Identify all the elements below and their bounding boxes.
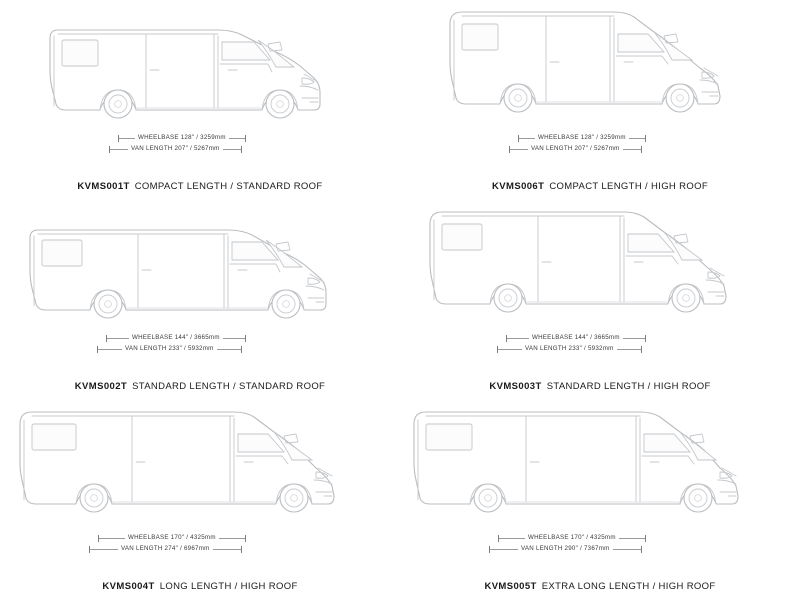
wheelbase-label: WHEELBASE 144" / 3665mm: [532, 334, 620, 342]
dimension-tick-right: [241, 346, 242, 353]
dimension-tick-right: [645, 535, 646, 542]
van-side-profile-high-roof-compact: [410, 6, 790, 134]
dimension-tick-right: [641, 346, 642, 353]
model-description: EXTRA LONG LENGTH / HIGH ROOF: [541, 581, 716, 592]
wheelbase-label: WHEELBASE 170" / 4325mm: [128, 534, 216, 542]
dimension-callouts-kvms003t: [410, 335, 790, 361]
dimension-callouts-kvms004t: [10, 535, 390, 561]
dimension-line-left: [99, 538, 125, 539]
model-description: STANDARD LENGTH / HIGH ROOF: [546, 381, 711, 392]
model-description: COMPACT LENGTH / HIGH ROOF: [549, 181, 708, 192]
dimension-line-left: [498, 349, 522, 350]
model-code: KVMS002T: [74, 381, 128, 392]
van-illustration-kvms006t: [410, 6, 790, 134]
dimension-tick-right: [641, 146, 642, 153]
dimension-line-right: [223, 338, 245, 339]
dimension-callouts-kvms002t: [10, 335, 390, 361]
model-caption-kvms003t: [400, 381, 800, 392]
dimension-callouts-kvms001t: [10, 135, 390, 161]
dimension-line-right: [613, 549, 641, 550]
dimension-tick-right: [645, 335, 646, 342]
wheelbase-label: WHEELBASE 128" / 3259mm: [138, 134, 226, 142]
van-length-dimension: [489, 546, 642, 553]
van-length-label: VAN LENGTH 207" / 5267mm: [531, 145, 620, 153]
model-caption-kvms004t: [0, 581, 400, 592]
wheelbase-dimension: [506, 335, 646, 342]
dimension-line-left: [519, 138, 535, 139]
van-illustration-kvms005t: [410, 406, 790, 534]
dimension-tick-right: [241, 146, 242, 153]
dimension-line-left: [490, 549, 518, 550]
dimension-line-left: [510, 149, 528, 150]
dimension-tick-right: [245, 135, 246, 142]
model-code: KVMS003T: [489, 381, 542, 392]
model-code: KVMS004T: [102, 581, 155, 592]
model-code: KVMS005T: [484, 581, 537, 592]
dimension-callouts-kvms006t: [410, 135, 790, 161]
model-code: KVMS001T: [77, 181, 130, 192]
wheelbase-dimension: [106, 335, 246, 342]
van-length-dimension: [109, 146, 242, 153]
van-illustration-kvms004t: [10, 406, 390, 534]
van-side-profile-standard-roof-compact: [10, 6, 390, 134]
dimension-tick-right: [241, 546, 242, 553]
dimension-line-right: [223, 149, 241, 150]
wheelbase-dimension: [518, 135, 646, 142]
model-caption-kvms006t: [400, 181, 800, 192]
van-side-profile-high-roof-long-length: [10, 406, 390, 534]
wheelbase-label: WHEELBASE 144" / 3665mm: [132, 334, 220, 342]
wheelbase-dimension: [98, 535, 246, 542]
wheelbase-dimension: [498, 535, 646, 542]
van-side-profile-high-roof-extra-long-length: [410, 406, 790, 534]
dimension-line-left: [98, 349, 122, 350]
model-description: COMPACT LENGTH / STANDARD ROOF: [134, 181, 323, 192]
van-length-label: VAN LENGTH 233" / 5932mm: [125, 345, 214, 353]
dimension-line-left: [499, 538, 525, 539]
model-cell-kvms003t: [400, 200, 800, 400]
wheelbase-dimension: [118, 135, 246, 142]
dimension-callouts-kvms005t: [410, 535, 790, 561]
van-illustration-kvms002t: [10, 206, 390, 334]
dimension-line-right: [623, 338, 645, 339]
van-illustration-kvms001t: [10, 6, 390, 134]
model-caption-kvms001t: [0, 181, 400, 192]
van-length-dimension: [89, 546, 242, 553]
wheelbase-label: WHEELBASE 128" / 3259mm: [538, 134, 626, 142]
dimension-line-left: [507, 338, 529, 339]
dimension-line-left: [119, 138, 135, 139]
dimension-line-right: [229, 138, 245, 139]
dimension-tick-right: [641, 546, 642, 553]
model-description: LONG LENGTH / HIGH ROOF: [159, 581, 298, 592]
dimension-line-left: [110, 149, 128, 150]
dimension-tick-right: [245, 535, 246, 542]
van-length-dimension: [497, 346, 642, 353]
wheelbase-label: WHEELBASE 170" / 4325mm: [528, 534, 616, 542]
model-caption-kvms005t: [400, 581, 800, 592]
van-illustration-kvms003t: [410, 206, 790, 334]
dimension-line-right: [213, 549, 241, 550]
dimension-line-right: [629, 138, 645, 139]
van-length-label: VAN LENGTH 207" / 5267mm: [131, 145, 220, 153]
model-cell-kvms005t: [400, 400, 800, 600]
dimension-line-right: [623, 149, 641, 150]
van-side-profile-high-roof-standard-length: [410, 206, 790, 334]
model-cell-kvms002t: [0, 200, 400, 400]
van-length-dimension: [509, 146, 642, 153]
dimension-tick-right: [645, 135, 646, 142]
van-side-profile-standard-roof-standard-length: [10, 206, 390, 334]
model-description: STANDARD LENGTH / STANDARD ROOF: [132, 381, 326, 392]
dimension-line-right: [219, 538, 245, 539]
van-length-label: VAN LENGTH 290" / 7367mm: [521, 545, 610, 553]
dimension-line-right: [617, 349, 641, 350]
dimension-line-left: [90, 549, 118, 550]
model-caption-kvms002t: [0, 381, 400, 392]
dimension-line-left: [107, 338, 129, 339]
model-code: KVMS006T: [492, 181, 545, 192]
dimension-line-right: [619, 538, 645, 539]
dimension-tick-right: [245, 335, 246, 342]
model-cell-kvms004t: [0, 400, 400, 600]
model-cell-kvms001t: [0, 0, 400, 200]
van-length-label: VAN LENGTH 233" / 5932mm: [525, 345, 614, 353]
van-length-label: VAN LENGTH 274" / 6967mm: [121, 545, 210, 553]
model-cell-kvms006t: [400, 0, 800, 200]
van-length-dimension: [97, 346, 242, 353]
dimension-line-right: [217, 349, 241, 350]
